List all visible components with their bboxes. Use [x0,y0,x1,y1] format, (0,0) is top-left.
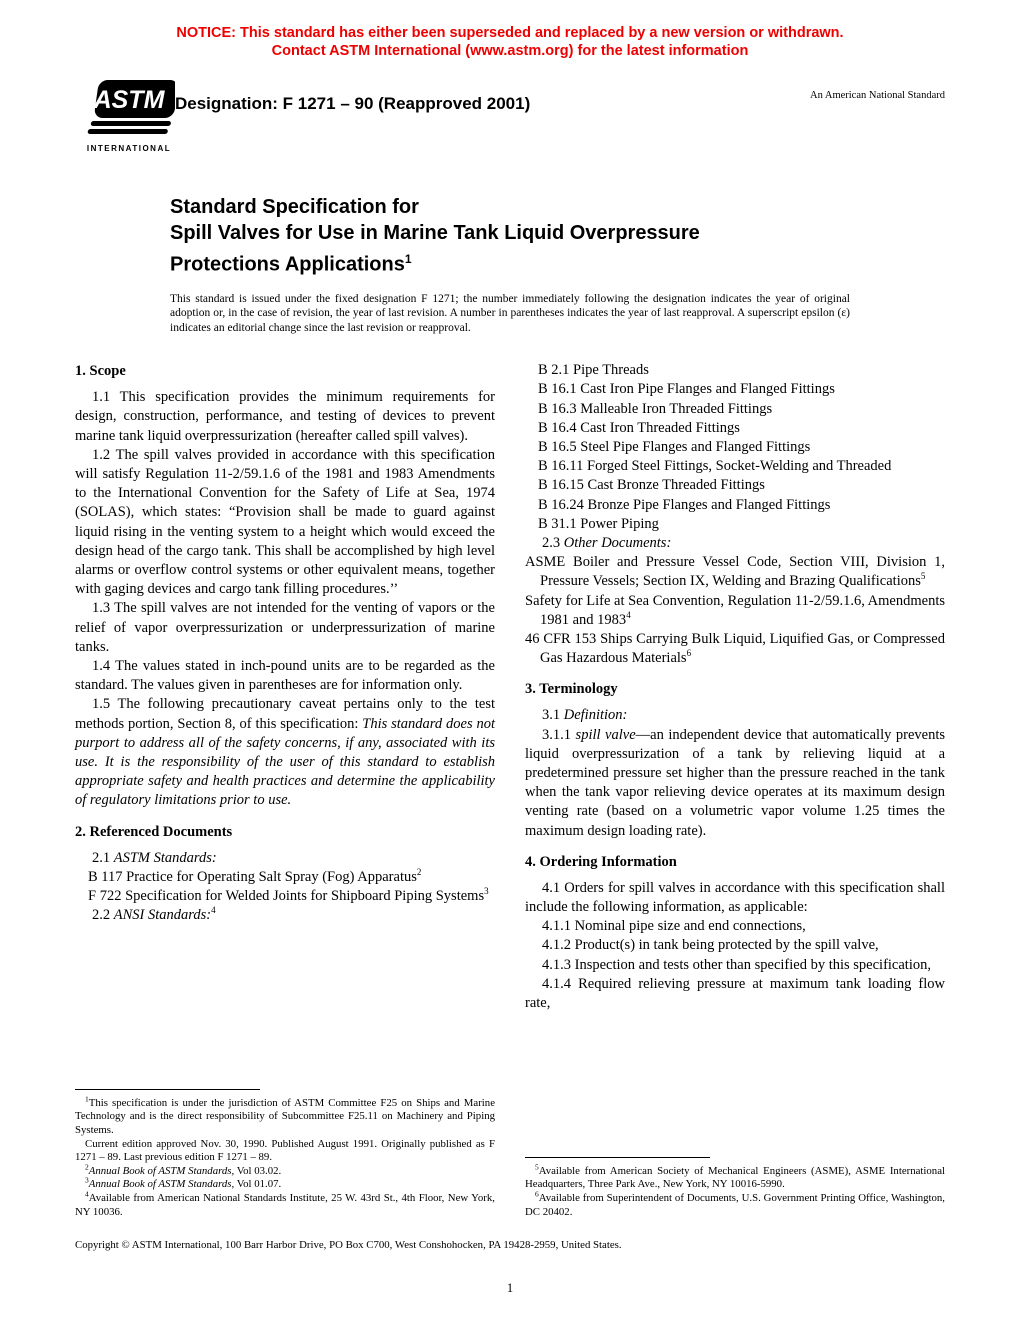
astm-reference-f722 [88,887,495,906]
paragraph-2-2 [75,906,495,925]
footnote-edition: Current edition approved Nov. 30, 1990. Published August 1991. Originally published as F 1271 – 89. Last previous edition F 1271 – 89. [75,1137,495,1164]
left-column [75,361,495,1219]
paragraph-1-4: 1.4 The values stated in inch-pound units are to be regarded as the standard. The values given in parentheses are for information only. [75,658,495,694]
paragraph-1-5-caveat: This standard does not purport to address all of the safety concerns, if any, associated with its use. It is the responsibility of the user of this standard to establish appropriate safety and health practices and determine the applicability of regulatory limitations prior to use. [75,715,496,809]
other-doc-solas: Safety for Life at Sea Convention, Regulation 11-2/59.1.6, Amendments 1981 and 1983$^4$ [525,592,945,628]
svg-text:ASTM: ASTM [93,86,165,114]
footnote-marker: 1 [85,1094,89,1104]
title-footnote-marker: 1 [404,252,412,266]
paragraph-4-1: 4.1 Orders for spill valves in accordance with this specification shall include the following information, as applicable: [525,879,945,916]
notice-line-1: NOTICE: This standard has either been superseded and replaced by a new version or withdrawn. [176,25,844,41]
designation-heading: Designation: F 1271 – 90 (Reapproved 2001) [175,94,531,113]
paragraph-4-1-4: 4.1.4 Required relieving pressure at maximum tank loading flow rate, [525,975,945,1012]
ansi-reference: B 2.1 Pipe Threads [538,362,649,379]
paragraph-3-1-1-number: 3.1.1 [542,726,576,743]
ansi-reference: B 16.15 Cast Bronze Threaded Fittings [538,477,765,494]
document-header [75,80,945,166]
astm-logo [81,80,177,153]
paragraph-2-2-number: 2.2 [92,907,114,924]
footnote-marker: 5 [920,571,926,582]
footnote-marker: 3 [85,1175,89,1185]
page-number: 1 [506,1281,514,1296]
reference-text: B 117 Practice for Operating Salt Spray (Fog) Apparatus [88,868,417,885]
paragraph-1-1: 1.1 This specification provides the minimum requirements for design, construction, performance, and testing of devices to prevent marine tank liquid overpressurization (hereafter called spill valves). [75,389,495,444]
defined-term: spill valve [575,726,636,743]
national-standard-note: An American National Standard [809,90,945,101]
section-2-heading: 2. Referenced Documents [75,823,233,840]
paragraph-2-2-label: ANSI Standards: [113,907,212,924]
footnote-5: $^5$Available from American Society of Mechanical Engineers (ASME), ASME International Headquarters, Three Park Ave., New York, NY 10016-5990. [525,1162,945,1191]
ansi-reference: B 16.5 Steel Pipe Flanges and Flanged Fittings [538,438,811,455]
paragraph-3-1 [525,706,945,725]
right-footnotes [525,1157,945,1219]
notice-banner [0,0,1020,60]
paragraph-1-5 [75,695,495,810]
issuance-preamble: This standard is issued under the fixed designation F 1271; the number immediately following the designation indicates the year of original adoption or, in the case of revision, the year of last revision. A number in parentheses indicates the year of last reapproval. A superscript epsilon (ε) indicates an editorial change since the last revision or reapproval. [170,292,850,334]
paragraph-2-3-label: Other Documents: [563,534,672,551]
footnote-1: $^1$This specification is under the jurisdiction of ASTM Committee F25 on Ships and Marine Technology and is the direct responsibility of Subcommittee F25.11 on Machinery and Piping Systems. [75,1094,495,1136]
footnote-marker: 4 [85,1189,89,1199]
footnote-2: $^2$Annual Book of ASTM Standards, Vol 03.02. [85,1162,282,1177]
footnote-4: $^4$Available from American National Standards Institute, 25 W. 43rd St., 4th Floor, New York, NY 10036. [75,1189,495,1218]
paragraph-2-3-number: 2.3 [542,534,564,551]
title-line-3-text: Protections Applications [170,253,405,276]
paragraph-4-1-1: 4.1.1 Nominal pipe size and end connections, [542,918,806,935]
notice-line-2: Contact ASTM International (www.astm.org) for the latest information [271,43,749,59]
footnote-rule [75,1089,260,1090]
document-title [170,194,925,278]
right-column [525,361,945,1219]
paragraph-1-2: 1.2 The spill valves provided in accordance with this specification will satisfy Regulation 11-2/59.1.6 of the 1981 and 1983 Amendments to the International Convention for the Safety of Life at Sea, 1974 (SOLAS), which states: “Provision shall be made to guard against liquid rising in the venting system to a height which would exceed the design head of the cargo tank. This shall be accomplished by high level alarms or overflow control systems or other equivalent means, together with gaging devices and cargo tank filling procedures.’’ [75,446,495,598]
paragraph-2-1-number: 2.1 [92,849,114,866]
reference-text: F 722 Specification for Welded Joints for Shipboard Piping Systems [88,888,485,905]
footnote-marker: 5 [535,1162,539,1172]
paragraph-1-5-plain: 1.5 The following precautionary caveat pertains only to the test methods portion, Section 8, of this specification: [75,696,495,732]
footnote-rule [525,1157,710,1158]
paragraph-1-3: 1.3 The spill valves are not intended for the venting of vapors or the relief of vapor overpressurization or underpressurization of marine tanks. [75,600,495,655]
footnote-marker: 2 [85,1162,89,1172]
paragraph-2-1 [75,849,495,868]
ansi-reference: B 16.11 Forged Steel Fittings, Socket-Welding and Threaded [538,458,892,475]
astm-reference-b117 [88,868,495,887]
footnote-marker: 3 [484,886,489,897]
other-doc-cfr: 46 CFR 153 Ships Carrying Bulk Liquid, Liquified Gas, or Compressed Gas Hazardous Materials$^6$ [525,631,945,667]
title-line-1: Standard Specification for [170,196,419,218]
definition-text: —an independent device that automatically prevents liquid overpressurization of a tank by relieving liquid at a predetermined pressure set higher than the pressure reached in the tank when the tank vapor relieving device operates at its maximum design venting rate (based on a volumetric vapor volume 1.25 times the maximum design loading rate). [525,726,946,839]
paragraph-2-1-label: ASTM Standards: [113,849,217,866]
astm-logo-subtitle: INTERNATIONAL [86,144,172,153]
ansi-reference: B 16.24 Bronze Pipe Flanges and Flanged Fittings [538,496,831,513]
paragraph-3-1-label: Definition: [563,707,628,724]
copyright-line: Copyright © ASTM International, 100 Barr Harbor Drive, PO Box C700, West Conshohocken, PA 19428-2959, United States. [75,1239,622,1252]
footnote-marker: 6 [535,1189,539,1199]
ansi-reference: B 16.1 Cast Iron Pipe Flanges and Flanged Fittings [538,381,835,398]
paragraph-4-1-2: 4.1.2 Product(s) in tank being protected by the spill valve, [542,937,879,954]
section-4-heading: 4. Ordering Information [525,853,677,870]
ansi-reference: B 16.4 Cast Iron Threaded Fittings [538,419,740,436]
paragraph-3-1-1 [525,726,945,841]
footnote-marker: 6 [686,648,692,659]
paragraph-2-3 [525,534,945,553]
footnote-marker: 4 [626,609,631,620]
two-column-body [75,361,945,1219]
left-footnotes [75,1089,495,1219]
astm-logo-icon [83,86,175,142]
footnote-6: $^6$Available from Superintendent of Documents, U.S. Government Printing Office, Washington, DC 20402. [525,1189,945,1218]
paragraph-3-1-number: 3.1 [542,707,564,724]
footnote-marker: 2 [416,867,422,877]
paragraph-4-1-3: 4.1.3 Inspection and tests other than specified by this specification, [542,956,931,973]
other-doc-asme: ASME Boiler and Pressure Vessel Code, Section VIII, Division 1, Pressure Vessels; Section IX, Welding and Brazing Qualifications$^5$ [525,554,945,590]
section-1-heading: 1. Scope [75,363,126,380]
footnote-3: $^3$Annual Book of ASTM Standards, Vol 01.07. [85,1175,282,1191]
ansi-reference: B 16.3 Malleable Iron Threaded Fittings [538,400,773,417]
title-line-2: Spill Valves for Use in Marine Tank Liquid Overpressure [170,222,700,244]
ansi-reference: B 31.1 Power Piping [538,515,659,532]
footnote-marker: 4 [211,905,216,916]
section-3-heading: 3. Terminology [525,681,618,698]
title-line-3 [170,246,925,278]
